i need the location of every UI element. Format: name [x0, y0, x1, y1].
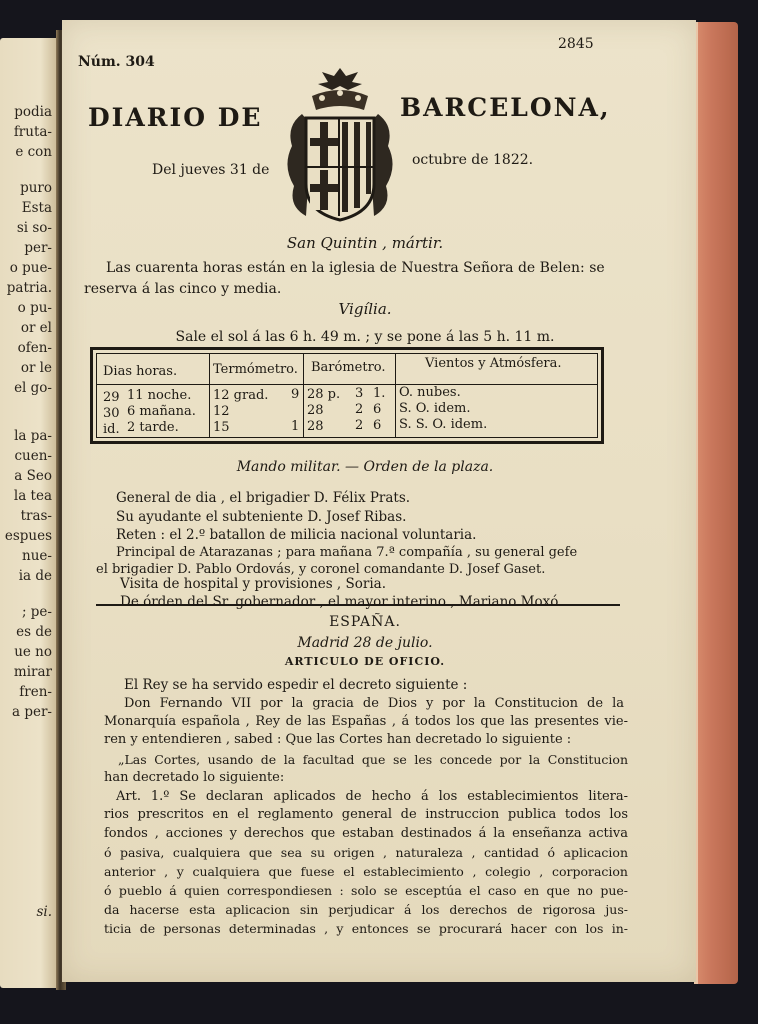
weather-table	[90, 347, 604, 444]
facing-text-fragment: ue no	[14, 644, 52, 660]
article-line: rios prescritos en el reglamento general de instruccion publica todos los	[104, 807, 628, 822]
article-line: ticia de personas determinadas , y entonces se procurará hacer con los in-	[104, 921, 628, 936]
date-line-right: octubre de 1822.	[412, 152, 534, 168]
saint-of-day: San Quintin , mártir.	[286, 234, 444, 252]
thermometer-cell: 15	[213, 420, 230, 435]
article-line: Don Fernando VII por la gracia de Dios y por la Constitucion de la	[124, 696, 624, 711]
military-order-line: Principal de Atarazanas ; para mañana 7.ª compañía , su general gefe	[116, 545, 578, 560]
facing-text-fragment: podia	[14, 104, 52, 120]
masthead-title-left: DIARIO DE	[88, 103, 263, 132]
barometer-cell: 3	[355, 386, 364, 401]
article-place-date: Madrid 28 de julio.	[297, 635, 433, 651]
barcelona-coat-of-arms-icon	[282, 66, 398, 224]
article-line: ó pasiva, cualquiera que sea su origen , naturaleza , cantidad ó aplicacion	[104, 845, 628, 860]
barometer-cell: 6	[373, 402, 382, 417]
article-line: Art. 1.º Se declaran aplicados de hecho á los establecimientos litera-	[116, 789, 628, 804]
article-section: ARTICULO DE OFICIO.	[284, 655, 446, 668]
military-order-line: el brigadier D. Pablo Ordovás, y coronel comandante D. Josef Gaset.	[96, 562, 546, 577]
page-number: 2845	[558, 36, 594, 52]
time-cell: 11 noche.	[127, 388, 192, 403]
time-cell: 2 tarde.	[127, 420, 179, 435]
page-edge	[694, 22, 738, 984]
article-line: El Rey se ha servido espedir el decreto siguiente :	[124, 677, 468, 693]
forty-hours-notice	[84, 258, 636, 300]
facing-text-fragment: e con	[15, 144, 52, 160]
wind-cell: S. S. O. idem.	[399, 417, 488, 432]
facing-text-fragment: o pu-	[17, 300, 52, 316]
article-line: han decretado lo siguiente:	[104, 770, 285, 785]
article-line: ó pueblo á quien correspondiesen : solo se esceptúa el caso en que no pue-	[104, 883, 628, 898]
facing-text-fragment: si.	[36, 904, 52, 920]
facing-text-fragment: el go-	[14, 380, 52, 396]
article-line: Monarquía española , Rey de las Españas , á todos los que las presentes vie-	[104, 714, 628, 729]
barometer-cell: 2	[355, 402, 364, 417]
article-line: anterior , y cualquiera que fuese el establecimiento , colegio , corporacion	[104, 864, 628, 879]
article-country: ESPAÑA.	[329, 614, 401, 630]
military-order-line: Su ayudante el subteniente D. Josef Ribas.	[116, 509, 407, 525]
notice-line: Las cuarenta horas están en la iglesia de Nuestra Señora de Belen: se	[106, 260, 605, 276]
table-header: Barómetro.	[311, 360, 386, 375]
vigil-label: Vigília.	[338, 300, 392, 318]
section-divider	[96, 604, 620, 606]
table-header: Vientos y Atmósfera.	[425, 356, 562, 371]
facing-text-fragment: espues	[4, 528, 52, 544]
facing-text-fragment: la pa-	[14, 428, 52, 444]
facing-text-fragment: nue-	[22, 548, 52, 564]
article-line: da hacerse esta aplicacion sin perjudicar á los derechos de rigorosa jus-	[104, 902, 628, 917]
facing-text-fragment: per-	[24, 240, 52, 256]
thermometer-fraction-cell: 1	[291, 419, 300, 434]
wind-cell: O. nubes.	[399, 385, 461, 400]
day-cell: 30	[103, 406, 120, 421]
facing-text-fragment: puro	[20, 180, 52, 196]
thermometer-fraction-cell: 9	[291, 387, 300, 402]
facing-text-fragment: or el	[20, 320, 52, 336]
military-order-line: Visita de hospital y provisiones , Soria.	[120, 576, 386, 592]
facing-text-fragment: ofen-	[17, 340, 52, 356]
sunrise-sunset-line: Sale el sol á las 6 h. 49 m. ; y se pone á las 5 h. 11 m.	[175, 329, 555, 345]
day-cell: id.	[103, 422, 120, 437]
military-order-line: Reten : el 2.º batallon de milicia nacional voluntaria.	[116, 527, 477, 543]
facing-text-fragment: es de	[16, 624, 52, 640]
facing-text-fragment: fren-	[19, 684, 52, 700]
facing-text-fragment: Esta	[21, 200, 52, 216]
article-line: fondos , acciones y derechos que estaban destinados á la enseñanza activa	[104, 826, 628, 841]
barometer-cell: 28 p.	[307, 387, 341, 402]
article-line: ren y entendieren , sabed : Que las Cortes han decretado lo siguiente :	[104, 732, 572, 747]
military-orders-title: Mando militar. — Orden de la plaza.	[236, 459, 494, 475]
facing-text-fragment: a per-	[12, 704, 52, 720]
time-cell: 6 mañana.	[127, 404, 196, 419]
facing-text-fragment: ; pe-	[21, 604, 52, 620]
military-order-line: General de dia , el brigadier D. Félix Prats.	[116, 490, 411, 506]
barometer-cell: 6	[373, 418, 382, 433]
facing-text-fragment: patria.	[6, 280, 52, 296]
wind-cell: S. O. idem.	[399, 401, 471, 416]
barometer-cell: 28	[307, 419, 324, 434]
facing-text-fragment: fruta-	[13, 124, 52, 140]
barometer-cell: 2	[355, 418, 364, 433]
day-cell: 29	[103, 390, 120, 405]
facing-text-fragment: si so-	[16, 220, 52, 236]
facing-text-fragment: la tea	[13, 488, 52, 504]
facing-text-fragment: tras-	[20, 508, 52, 524]
barometer-cell: 28	[307, 403, 324, 418]
facing-text-fragment: ia de	[18, 568, 52, 584]
table-header: Dias horas.	[103, 364, 178, 379]
facing-text-fragment: o pue-	[9, 260, 52, 276]
thermometer-cell: 12 grad.	[213, 388, 269, 403]
issue-number: Núm. 304	[78, 54, 155, 70]
facing-page	[0, 38, 58, 988]
article-line: „Las Cortes, usando de la facultad que se les concede por la Constitucion	[118, 752, 628, 767]
facing-text-fragment: cuen-	[14, 448, 52, 464]
notice-line: reserva á las cinco y media.	[84, 281, 282, 297]
thermometer-cell: 12	[213, 404, 230, 419]
facing-text-fragment: mirar	[13, 664, 52, 680]
table-header: Termómetro.	[213, 362, 298, 377]
military-order-line: De órden del Sr. gobernador , el mayor interino , Mariano Moxó.	[120, 594, 563, 610]
masthead-title-right: BARCELONA,	[400, 93, 611, 122]
facing-text-fragment: a Seo	[14, 468, 52, 484]
facing-text-fragment: or le	[20, 360, 52, 376]
date-line-left: Del jueves 31 de	[152, 162, 270, 178]
barometer-cell: 1.	[373, 386, 386, 401]
